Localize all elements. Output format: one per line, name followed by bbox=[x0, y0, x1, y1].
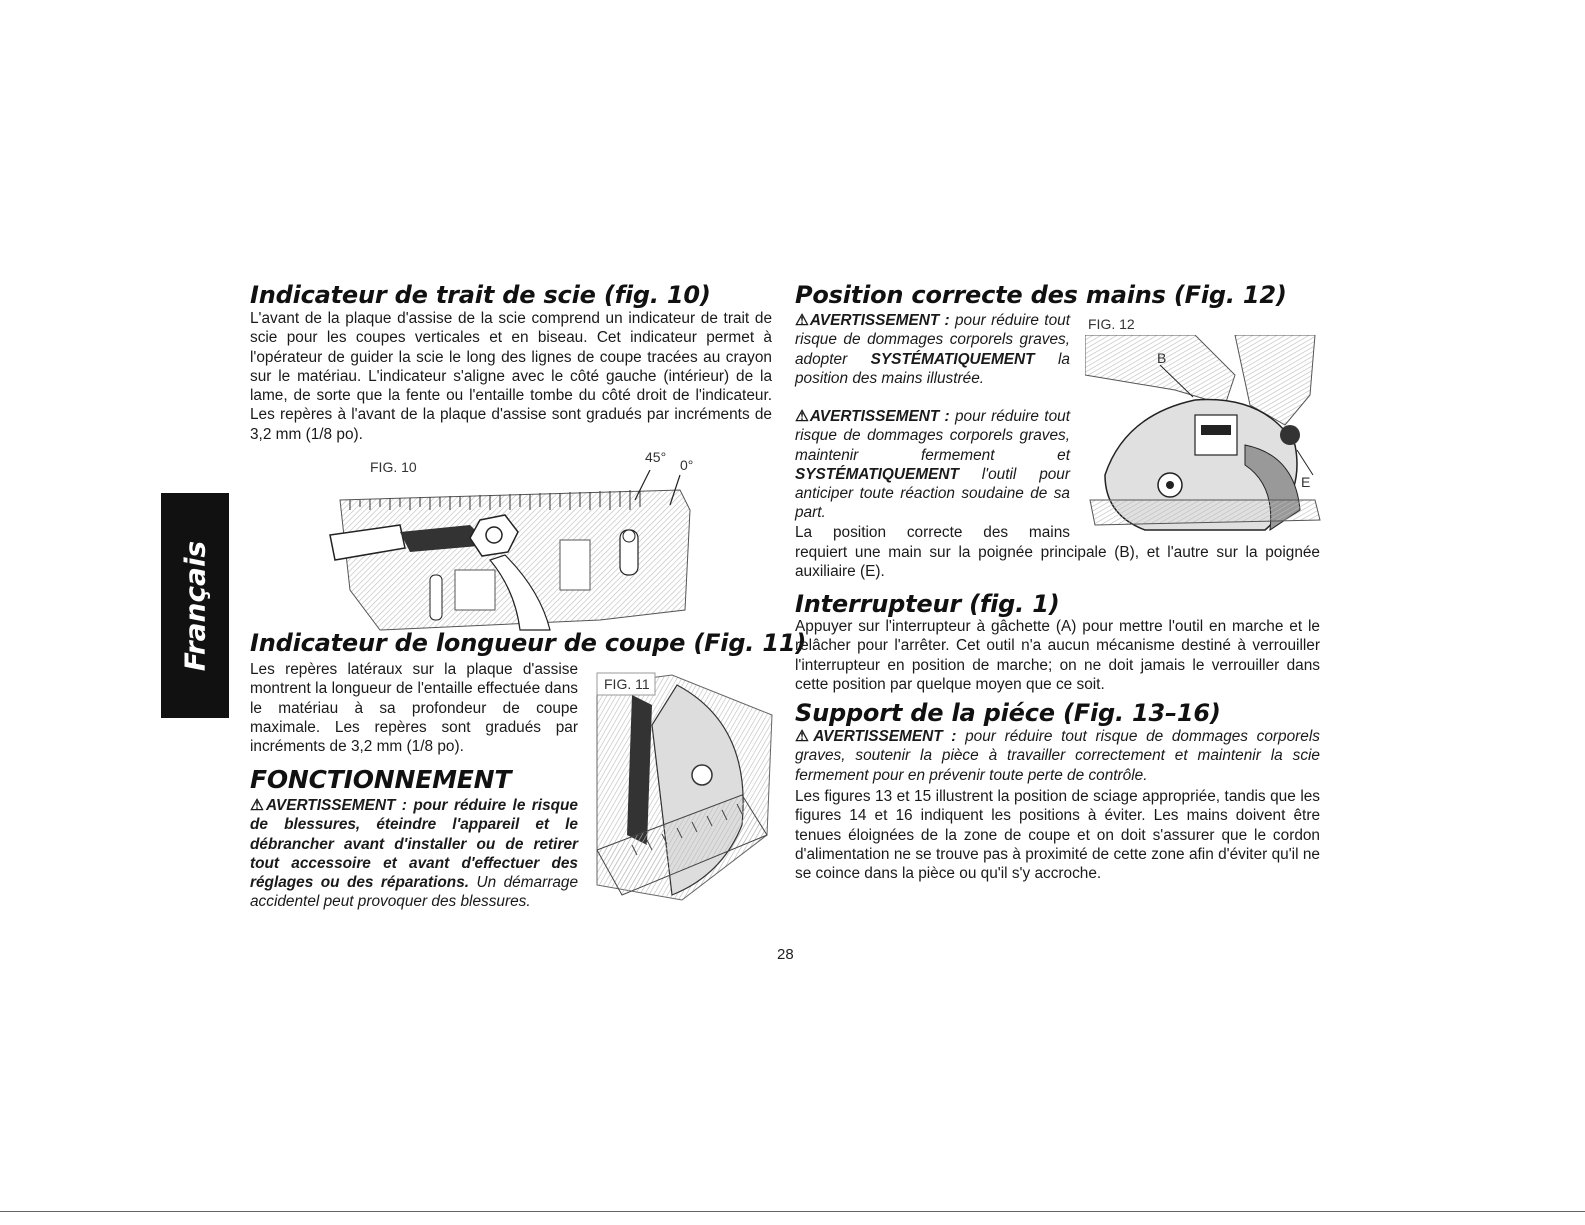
operation-warning-italic: Un démarrage accidentel peut provoquer des blessures. bbox=[250, 874, 578, 911]
language-side-tab bbox=[161, 493, 229, 718]
fig10-label: FIG. 10 bbox=[370, 459, 417, 475]
fig12-hands-on-saw-illustration bbox=[1085, 335, 1325, 545]
bottom-rule bbox=[0, 1211, 1585, 1212]
hand-position-body-b: requiert une main sur la poignée principale (B), et l'autre sur la poignée auxiliaire (E). bbox=[795, 544, 1320, 581]
workpiece-warn-text: pour réduire tout risque de dommages corporels graves, soutenir la pièce à travailler correctement et maintenir la scie fermement pour en prévenir toute perte de contrôle. bbox=[795, 728, 1320, 784]
warn2-tail: l'outil pour anticiper toute réaction soudaine de sa part. bbox=[795, 465, 1070, 522]
switch-body: Appuyer sur l'interrupteur à gâchette (A) pour mettre l'outil en marche et le relâcher pour l'arrêter. Cet outil n'a aucun mécanisme destiné à verrouiller l'interrupteur en position de marche; on ne doit jamais le verrouiller dans cette position par quelque moyen que ce soit. bbox=[795, 618, 1320, 693]
fig10-baseplate-illustration bbox=[320, 470, 700, 635]
operation-warning bbox=[250, 796, 578, 912]
warning-triangle-icon: ⚠ bbox=[795, 728, 814, 745]
warning-triangle-icon: ⚠ bbox=[795, 312, 810, 329]
operation-warning-bold: AVERTISSEMENT : pour réduire le risque de blessures, éteindre l'appareil et le débrancher avant d'installer ou de retirer tout accessoire et avant d'effectuer des réglages ou des réparations. bbox=[250, 797, 578, 892]
section-title-cut-length-indicator: Indicateur de longueur de coupe (Fig. 11) bbox=[250, 629, 807, 657]
page-number: 28 bbox=[777, 946, 794, 963]
warning-triangle-icon: ⚠ bbox=[795, 408, 810, 425]
hand-position-warning-2 bbox=[795, 407, 1070, 523]
fig11-saw-side-illustration bbox=[592, 665, 777, 905]
warn2-head: AVERTISSEMENT : bbox=[809, 408, 950, 425]
fig12-callout-b: B bbox=[1157, 350, 1167, 366]
fig12-label: FIG. 12 bbox=[1088, 316, 1135, 332]
fig12-callout-e: E bbox=[1301, 474, 1311, 490]
workpiece-support-warning bbox=[795, 727, 1320, 785]
section-title-workpiece-support: Support de la piéce (Fig. 13–16) bbox=[795, 699, 1221, 727]
saw-line-indicator-body: L'avant de la plaque d'assise de la scie comprend un indicateur de trait de scie pour les coupes verticales et en biseau. Cet indicateur permet à l'opérateur de guider la scie le long des lignes de coupe tracées au crayon sur le matériau. L'indicateur s'aligne avec le côté gauche (intérieur) de la lame, de sorte que la fente ou l'entaille tombe du côté droit de l'indicateur. Les repères à l'avant de la plaque d'assise sont gradués par incréments de 3,2 mm (1/8 po). bbox=[250, 310, 772, 443]
warn1-text: pour réduire tout risque de dommages corporels graves, adopter bbox=[795, 312, 1070, 368]
hand-position-body-a: La position correcte des mains bbox=[795, 524, 1070, 541]
warn1-tail: la position des mains illustrée. bbox=[795, 350, 1070, 387]
warn1-head: AVERTISSEMENT : bbox=[809, 312, 950, 329]
warn1-bold: SYSTÉMATIQUEMENT bbox=[870, 350, 1035, 368]
cut-length-indicator-body: Les repères latéraux sur la plaque d'assise montrent la longueur de l'entaille effectuée dans le matériau à sa profondeur de coupe maximale. Les repères sont gradués par incréments de 3,2 mm (1/8 po). bbox=[250, 661, 578, 756]
fig10-angle-45: 45° bbox=[645, 449, 667, 465]
warn2-text: pour réduire tout risque de dommages corporels graves, maintenir fermement et bbox=[795, 408, 1070, 464]
fig11-label: FIG. 11 bbox=[604, 676, 650, 692]
warning-triangle-icon: ⚠ bbox=[250, 797, 266, 814]
language-tab-label: Français bbox=[178, 540, 212, 671]
section-title-hand-position: Position correcte des mains (Fig. 12) bbox=[795, 281, 1287, 309]
workpiece-warn-head: AVERTISSEMENT : bbox=[813, 728, 957, 745]
section-title-operation: FONCTIONNEMENT bbox=[250, 765, 512, 794]
fig10-angle-0: 0° bbox=[680, 457, 694, 473]
hand-position-warning-1 bbox=[795, 311, 1070, 388]
section-title-saw-line-indicator: Indicateur de trait de scie (fig. 10) bbox=[250, 281, 711, 309]
section-title-switch: Interrupteur (fig. 1) bbox=[795, 590, 1060, 618]
warn2-bold: SYSTÉMATIQUEMENT bbox=[795, 465, 959, 483]
workpiece-support-body: Les figures 13 et 15 illustrent la position de sciage appropriée, tandis que les figures 14 et 16 indiquent les positions à éviter. Les mains doivent être tenues éloignées de la zone de coupe et on doit s'assurer que le cordon d'alimentation ne se trouve pas à proximité de cette zone afin d'éviter qu'il ne se coince dans la pièce ou qu'il s'y accroche. bbox=[795, 788, 1320, 883]
